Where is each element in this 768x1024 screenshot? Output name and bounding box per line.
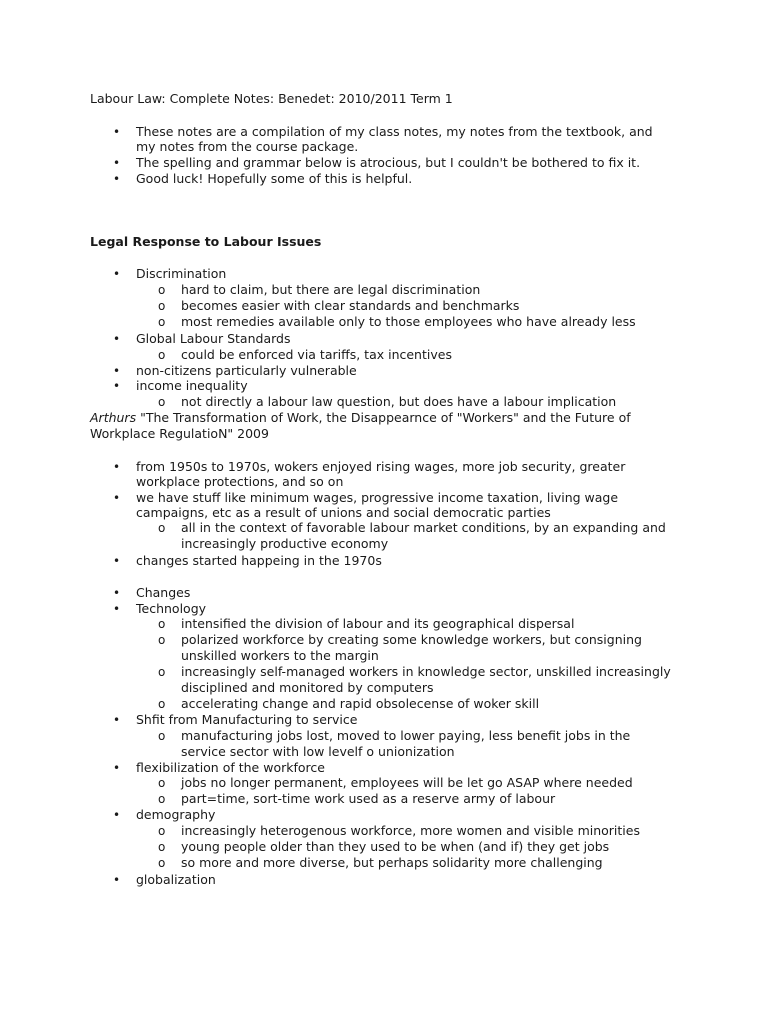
bullet-marker: • bbox=[113, 554, 121, 568]
list-item: Global Labour Standards bbox=[136, 331, 291, 346]
sub-bullet-marker: o bbox=[158, 348, 166, 362]
list-item: The spelling and grammar below is atrocious, but I couldn't be bothered to fix it. bbox=[136, 155, 641, 170]
list-item: non-citizens particularly vulnerable bbox=[136, 363, 357, 378]
list-item: changes started happeing in the 1970s bbox=[136, 553, 382, 568]
sub-bullet-marker: o bbox=[158, 729, 166, 743]
reference-citation-continued: Workplace RegulatioN" 2009 bbox=[90, 426, 269, 441]
list-item: from 1950s to 1970s, wokers enjoyed rising wages, more job security, greater bbox=[136, 459, 626, 474]
sub-bullet-marker: o bbox=[158, 792, 166, 806]
sub-bullet-marker: o bbox=[158, 315, 166, 329]
sub-list-item-continued: increasingly productive economy bbox=[181, 536, 389, 551]
sub-list-item: not directly a labour law question, but does have a labour implication bbox=[181, 394, 617, 409]
list-item: Shfit from Manufacturing to service bbox=[136, 712, 358, 727]
sub-bullet-marker: o bbox=[158, 617, 166, 631]
sub-list-item: all in the context of favorable labour market conditions, by an expanding and bbox=[181, 520, 666, 535]
bullet-marker: • bbox=[113, 172, 121, 186]
bullet-marker: • bbox=[113, 602, 121, 616]
sub-list-item-continued: disciplined and monitored by computers bbox=[181, 680, 434, 695]
sub-list-item: jobs no longer permanent, employees will be let go ASAP where needed bbox=[181, 775, 633, 790]
list-item-continued: workplace protections, and so on bbox=[136, 474, 344, 489]
sub-bullet-marker: o bbox=[158, 856, 166, 870]
bullet-marker: • bbox=[113, 873, 121, 887]
sub-list-item-continued: service sector with low levelf o unionization bbox=[181, 744, 455, 759]
sub-bullet-marker: o bbox=[158, 824, 166, 838]
list-item: income inequality bbox=[136, 378, 248, 393]
sub-list-item: polarized workforce by creating some knowledge workers, but consigning bbox=[181, 632, 642, 647]
sub-list-item: intensified the division of labour and its geographical dispersal bbox=[181, 616, 575, 631]
section-heading: Legal Response to Labour Issues bbox=[90, 234, 322, 249]
bullet-marker: • bbox=[113, 713, 121, 727]
sub-list-item: hard to claim, but there are legal discrimination bbox=[181, 282, 481, 297]
list-item: flexibilization of the workforce bbox=[136, 760, 325, 775]
sub-list-item: so more and more diverse, but perhaps solidarity more challenging bbox=[181, 855, 603, 870]
list-item: demography bbox=[136, 807, 216, 822]
bullet-marker: • bbox=[113, 379, 121, 393]
bullet-marker: • bbox=[113, 586, 121, 600]
list-item: Good luck! Hopefully some of this is helpful. bbox=[136, 171, 413, 186]
sub-list-item: increasingly self-managed workers in knowledge sector, unskilled increasingly bbox=[181, 664, 671, 679]
sub-bullet-marker: o bbox=[158, 697, 166, 711]
sub-bullet-marker: o bbox=[158, 776, 166, 790]
bullet-marker: • bbox=[113, 808, 121, 822]
bullet-marker: • bbox=[113, 267, 121, 281]
list-item: These notes are a compilation of my class notes, my notes from the textbook, and bbox=[136, 124, 653, 139]
sub-list-item: could be enforced via tariffs, tax incentives bbox=[181, 347, 452, 362]
bullet-marker: • bbox=[113, 156, 121, 170]
sub-list-item: young people older than they used to be when (and if) they get jobs bbox=[181, 839, 610, 854]
sub-bullet-marker: o bbox=[158, 521, 166, 535]
sub-bullet-marker: o bbox=[158, 633, 166, 647]
list-item: Technology bbox=[136, 601, 207, 616]
sub-bullet-marker: o bbox=[158, 283, 166, 297]
list-item: globalization bbox=[136, 872, 216, 887]
bullet-marker: • bbox=[113, 125, 121, 139]
list-item-continued: my notes from the course package. bbox=[136, 139, 359, 154]
sub-list-item: manufacturing jobs lost, moved to lower paying, less benefit jobs in the bbox=[181, 728, 631, 743]
list-item: Discrimination bbox=[136, 266, 227, 281]
list-item-continued: campaigns, etc as a result of unions and social democratic parties bbox=[136, 505, 551, 520]
bullet-marker: • bbox=[113, 460, 121, 474]
sub-bullet-marker: o bbox=[158, 840, 166, 854]
list-item: we have stuff like minimum wages, progressive income taxation, living wage bbox=[136, 490, 619, 505]
bullet-marker: • bbox=[113, 332, 121, 346]
sub-bullet-marker: o bbox=[158, 299, 166, 313]
sub-bullet-marker: o bbox=[158, 395, 166, 409]
list-item: Changes bbox=[136, 585, 191, 600]
reference-citation bbox=[90, 410, 631, 426]
sub-list-item: becomes easier with clear standards and benchmarks bbox=[181, 298, 520, 313]
sub-list-item-continued: unskilled workers to the margin bbox=[181, 648, 379, 663]
bullet-marker: • bbox=[113, 364, 121, 378]
bullet-marker: • bbox=[113, 761, 121, 775]
sub-list-item: part=time, sort-time work used as a reserve army of labour bbox=[181, 791, 556, 806]
bullet-marker: • bbox=[113, 491, 121, 505]
reference-author: Arthurs bbox=[90, 410, 137, 425]
sub-list-item: most remedies available only to those employees who have already less bbox=[181, 314, 636, 329]
document-title: Labour Law: Complete Notes: Benedet: 2010/2011 Term 1 bbox=[90, 91, 453, 106]
sub-bullet-marker: o bbox=[158, 665, 166, 679]
sub-list-item: accelerating change and rapid obsolecense of woker skill bbox=[181, 696, 540, 711]
reference-text: "The Transformation of Work, the Disappearnce of "Workers" and the Future of bbox=[136, 410, 631, 425]
sub-list-item: increasingly heterogenous workforce, more women and visible minorities bbox=[181, 823, 640, 838]
